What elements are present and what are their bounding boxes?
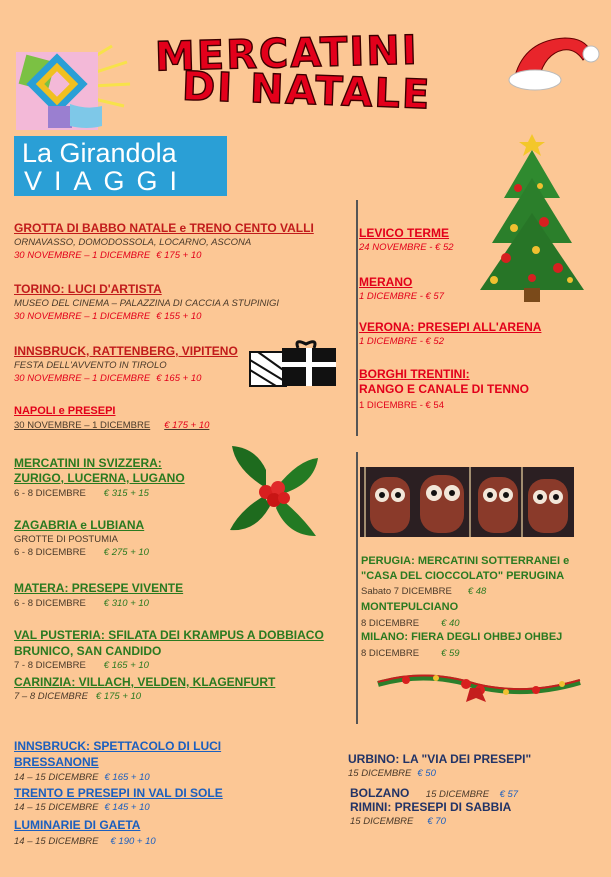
trip-name-2: "CASA DEL CIOCCOLATO" PERUGINA bbox=[361, 570, 565, 582]
trip-name: GROTTA DI BABBO NATALE e TRENO CENTO VALLI bbox=[14, 221, 314, 235]
trip-name: MONTEPULCIANO bbox=[361, 601, 459, 613]
trip-val-pusteria bbox=[14, 628, 324, 672]
trip-name-text: VERONA: PRESEPI ALL'ARENA bbox=[359, 320, 542, 334]
garland-icon bbox=[376, 664, 582, 709]
trip-perugia bbox=[361, 554, 569, 598]
trip-price: € 310 + 10 bbox=[103, 598, 149, 609]
trip-date-row bbox=[14, 597, 183, 610]
trip-date: Sabato 7 DICEMBRE bbox=[361, 586, 452, 597]
trip-date: 1 DICEMBRE - € 54 bbox=[359, 400, 444, 411]
brand-name: La Girandola bbox=[22, 138, 177, 168]
trip-merano bbox=[359, 275, 444, 303]
trip-borghi-trentini bbox=[359, 367, 529, 412]
trip-date-row bbox=[14, 771, 221, 784]
holly-icon bbox=[226, 440, 321, 545]
trip-date: 15 DICEMBRE bbox=[350, 816, 414, 827]
trip-grotta-babbo bbox=[14, 221, 314, 262]
trip-gaeta bbox=[14, 818, 156, 848]
trip-name: MERCATINI IN SVIZZERA: bbox=[14, 456, 162, 470]
page-title-line2: DI NATALE bbox=[181, 63, 433, 119]
trip-sub: FESTA DELL'AVVENTO IN TIROLO bbox=[14, 360, 167, 371]
trip-name: NAPOLI e PRESEPI bbox=[14, 405, 116, 417]
trip-date: 8 DICEMBRE bbox=[361, 648, 420, 659]
trip-price: € 165 + 10 bbox=[156, 373, 202, 384]
trip-name: PERUGIA: MERCATINI SOTTERRANEI e bbox=[361, 555, 570, 567]
trip-verona bbox=[359, 320, 541, 348]
trip-price: € 70 bbox=[427, 816, 446, 827]
trip-date: 1 DICEMBRE - € 52 bbox=[359, 336, 444, 347]
trip-date: 14 – 15 DICEMBRE bbox=[14, 802, 99, 813]
trip-date: 6 - 8 DICEMBRE bbox=[14, 488, 86, 499]
trip-name: INNSBRUCK: SPETTACOLO DI LUCI bbox=[14, 739, 222, 753]
trip-price: € 190 + 10 bbox=[110, 836, 156, 847]
trip-torino bbox=[14, 282, 279, 323]
trip-date-row bbox=[14, 835, 156, 848]
trip-date-row bbox=[14, 659, 324, 672]
girandola-logo bbox=[12, 44, 132, 134]
santa-hat-icon bbox=[505, 32, 605, 97]
trip-name-2: RANGO E CANALE DI TENNO bbox=[359, 382, 530, 396]
trip-date-row bbox=[361, 647, 562, 660]
trip-date: 30 NOVEMBRE – 1 DICEMBRE bbox=[14, 250, 151, 261]
trip-date: 30 NOVEMBRE – 1 DICEMBRE bbox=[14, 373, 151, 384]
trip-date: 30 NOVEMBRE – 1 DICEMBRE bbox=[14, 311, 151, 322]
trip-date: 1 DICEMBRE - € 57 bbox=[359, 291, 444, 302]
trip-zagabria bbox=[14, 518, 149, 559]
trip-trento bbox=[14, 786, 223, 814]
trip-price: € 175 + 10 bbox=[164, 420, 210, 431]
trip-date: 30 NOVEMBRE – 1 DICEMBRE bbox=[14, 420, 151, 431]
trip-name: BORGHI TRENTINI: bbox=[359, 367, 470, 381]
trip-name: VAL PUSTERIA: SFILATA DEI KRAMPUS A DOBBIACO bbox=[14, 628, 324, 642]
trip-urbino bbox=[348, 752, 531, 780]
trip-name: ZAGABRIA e LUBIANA bbox=[14, 518, 145, 532]
trip-date: 14 – 15 DICEMBRE bbox=[14, 836, 99, 847]
trip-date: 6 - 8 DICEMBRE bbox=[14, 598, 86, 609]
trip-date-row bbox=[350, 815, 511, 828]
trip-innsbruck-rattenberg bbox=[14, 344, 238, 385]
trip-price: € 59 bbox=[441, 648, 460, 659]
trip-name: LUMINARIE DI GAETA bbox=[14, 818, 141, 832]
trip-name: MATERA: PRESEPE VIVENTE bbox=[14, 581, 184, 595]
trip-date-row bbox=[361, 585, 569, 598]
trip-date-row bbox=[14, 310, 279, 323]
trip-price: € 275 + 10 bbox=[103, 547, 149, 558]
trip-date-row bbox=[348, 767, 531, 780]
trip-date-row bbox=[361, 617, 460, 630]
trip-date: 6 - 8 DICEMBRE bbox=[14, 547, 86, 558]
trip-date: 15 DICEMBRE bbox=[425, 789, 490, 800]
trip-name-2: ZURIGO, LUCERNA, LUGANO bbox=[14, 471, 185, 485]
trip-date: 24 NOVEMBRE - € 52 bbox=[359, 242, 454, 253]
trip-rimini bbox=[350, 800, 511, 828]
trip-name: CARINZIA: VILLACH, VELDEN, KLAGENFURT bbox=[14, 675, 276, 689]
trip-date-row bbox=[14, 372, 238, 385]
trip-name: TRENTO E PRESEPI IN VAL DI SOLE bbox=[14, 786, 223, 800]
trip-date-row bbox=[14, 546, 149, 559]
trip-price: € 155 + 10 bbox=[156, 311, 202, 322]
trip-sub: GROTTE DI POSTUMIA bbox=[14, 534, 118, 545]
trip-date-row bbox=[14, 690, 275, 703]
trip-matera bbox=[14, 581, 183, 610]
trip-date: 7 – 8 DICEMBRE bbox=[14, 691, 88, 702]
brand-box bbox=[14, 136, 227, 196]
brand-subtitle: VIAGGI bbox=[24, 166, 190, 196]
trip-innsbruck-luci bbox=[14, 739, 221, 784]
trip-price: € 145 + 10 bbox=[104, 802, 150, 813]
trip-date-row bbox=[14, 801, 223, 814]
divider-middle bbox=[356, 452, 358, 724]
trip-sub: MUSEO DEL CINEMA – PALAZZINA DI CACCIA A STUPINIGI bbox=[14, 298, 279, 309]
trip-price: € 57 bbox=[499, 789, 519, 800]
trip-name-2: BRESSANONE bbox=[14, 755, 99, 769]
trip-date-row bbox=[14, 487, 185, 500]
trip-date: 15 DICEMBRE bbox=[348, 768, 412, 779]
trip-date: 14 – 15 DICEMBRE bbox=[14, 772, 99, 783]
owls-photo bbox=[360, 467, 574, 537]
trip-milano bbox=[361, 630, 562, 660]
trip-name: LEVICO TERME bbox=[359, 226, 450, 240]
page-title-line1: MERCATINI bbox=[154, 27, 420, 81]
trip-carinzia bbox=[14, 675, 275, 703]
trip-levico bbox=[359, 226, 454, 254]
trip-price: € 48 bbox=[467, 586, 487, 597]
christmas-tree-icon bbox=[474, 128, 590, 311]
trip-name: TORINO: LUCI D'ARTISTA bbox=[14, 282, 162, 296]
trip-date-row bbox=[14, 419, 209, 432]
trip-price: € 50 bbox=[417, 768, 436, 779]
trip-date: 7 - 8 DICEMBRE bbox=[14, 660, 86, 671]
trip-price: € 315 + 15 bbox=[103, 488, 149, 499]
trip-date-row bbox=[14, 249, 314, 262]
trip-name: INNSBRUCK, RATTENBERG, VIPITENO bbox=[14, 344, 238, 358]
trip-price: € 175 + 10 bbox=[95, 691, 142, 702]
trip-name: MILANO: FIERA DEGLI OHBEJ OHBEJ bbox=[361, 631, 563, 643]
trip-sub: ORNAVASSO, DOMODOSSOLA, LOCARNO, ASCONA bbox=[14, 237, 252, 248]
trip-name: URBINO: LA "VIA DEI PRESEPI" bbox=[348, 752, 532, 766]
gift-box-icon bbox=[248, 338, 340, 395]
trip-price: € 40 bbox=[441, 618, 460, 629]
trip-svizzera bbox=[14, 456, 185, 500]
trip-price: € 165 + 10 bbox=[103, 660, 149, 671]
trip-name: MERANO bbox=[359, 275, 413, 289]
trip-name: BOLZANO bbox=[350, 786, 410, 800]
trip-montepulciano bbox=[361, 600, 460, 630]
trip-date: 8 DICEMBRE bbox=[361, 618, 420, 629]
trip-name: RIMINI: PRESEPI DI SABBIA bbox=[350, 800, 512, 814]
trip-name bbox=[359, 320, 541, 335]
trip-price: € 175 + 10 bbox=[156, 250, 202, 261]
trip-napoli bbox=[14, 404, 209, 432]
divider-top bbox=[356, 200, 358, 436]
trip-name-2: BRUNICO, SAN CANDIDO bbox=[14, 644, 162, 658]
trip-price: € 165 + 10 bbox=[104, 772, 150, 783]
